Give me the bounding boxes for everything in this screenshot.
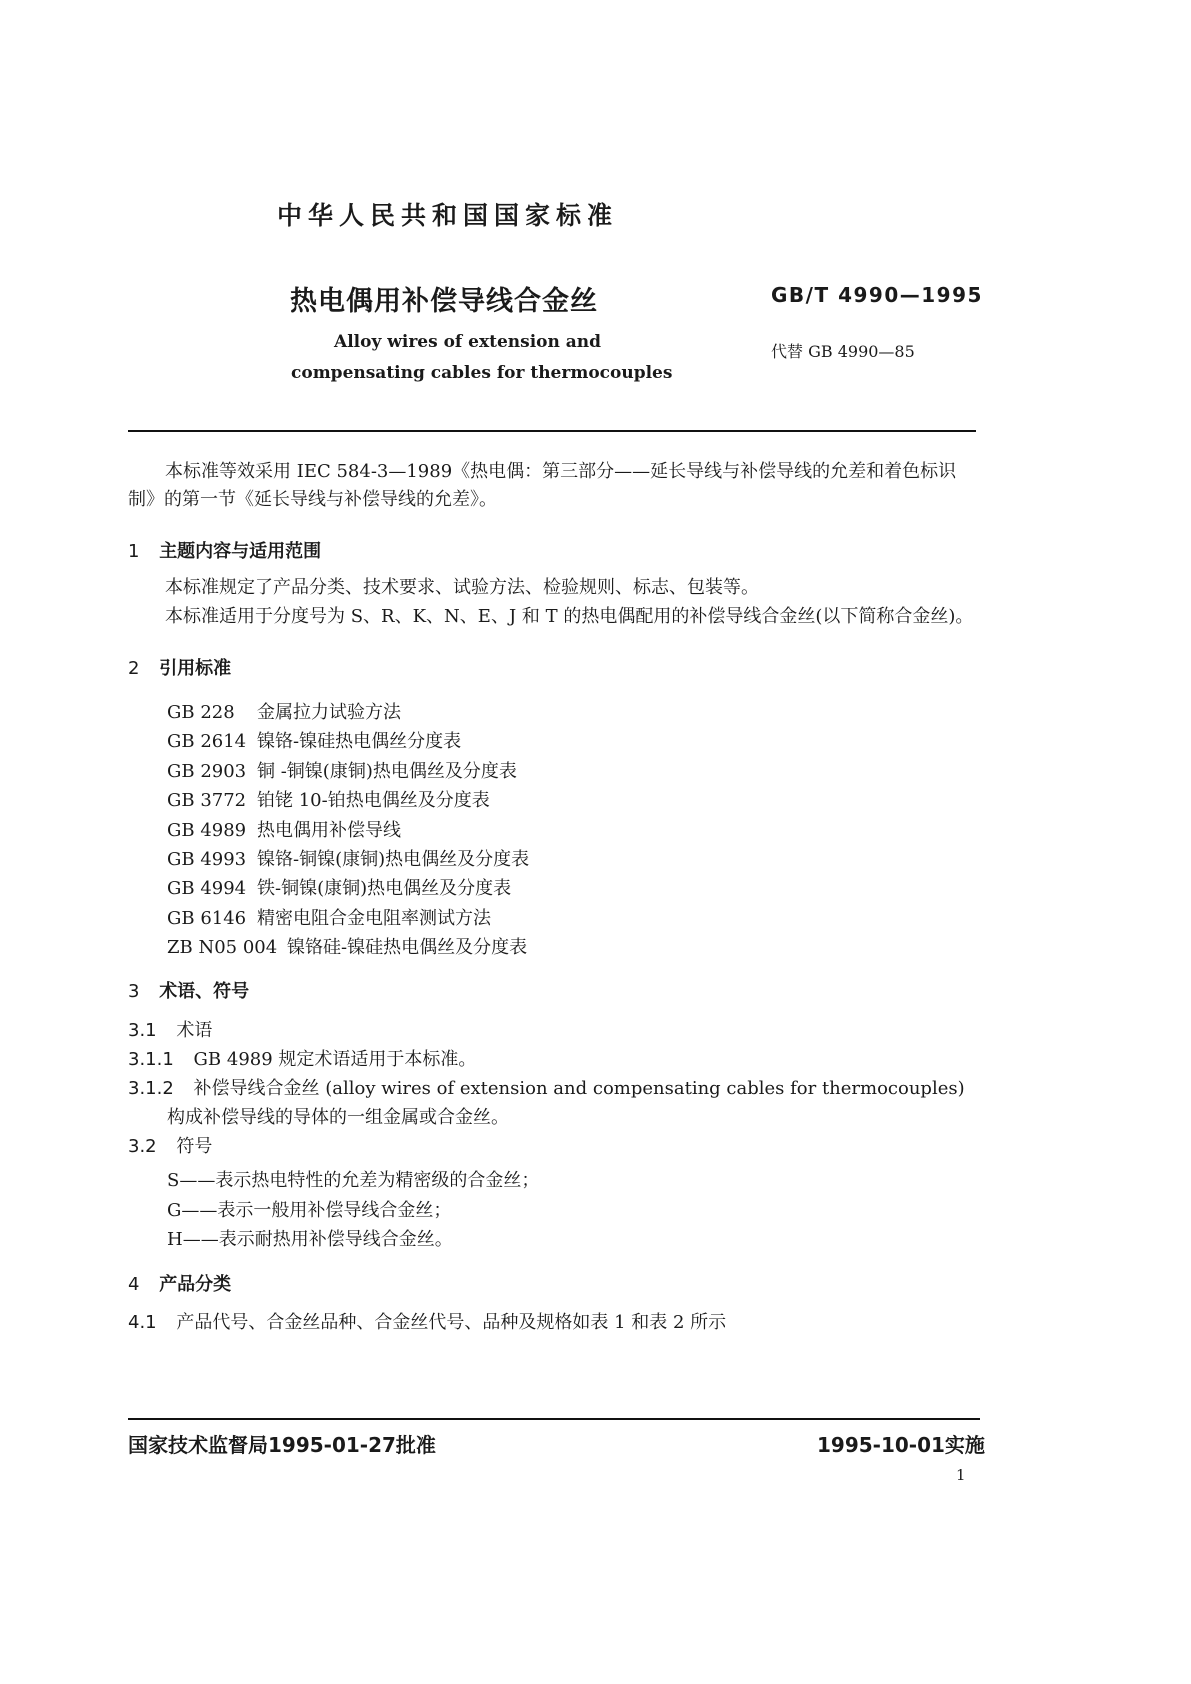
- subsection-number: 3.1: [128, 1020, 157, 1041]
- subsection-3-1-2: [128, 1079, 965, 1099]
- symbol-item: S——表示热电特性的允差为精密级的合金丝；: [167, 1170, 540, 1191]
- document-title-en-line1: Alloy wires of extension and: [334, 332, 602, 352]
- section-1-heading: [128, 537, 321, 563]
- term-definition: 构成补偿导线的导体的一组金属或合金丝。: [167, 1107, 509, 1128]
- symbol-item: G——表示一般用补偿导线合金丝；: [167, 1199, 452, 1221]
- symbol-list: [167, 1166, 539, 1255]
- subsection-text: GB 4989 规定术语适用于本标准。: [193, 1049, 477, 1070]
- symbol-item: H——表示耐热用补偿导线合金丝。: [167, 1229, 453, 1250]
- reference-list: [167, 698, 529, 963]
- section-number: 3: [128, 981, 140, 1002]
- section-number: 1: [128, 541, 140, 562]
- intro-paragraph-line2: 制》的第一节《延长导线与补偿导线的允差》。: [128, 489, 497, 510]
- approval-line: 国家技术监督局1995-01-27批准: [128, 1433, 436, 1457]
- subsection-number: 3.1.1: [128, 1049, 174, 1070]
- subsection-4-1: [128, 1313, 726, 1333]
- reference-item: GB 4989 热电偶用补偿导线: [167, 819, 401, 841]
- subsection-3-2: [128, 1137, 212, 1157]
- reference-item: GB 6146 精密电阻合金电阻率测试方法: [167, 907, 491, 929]
- header-divider: [128, 430, 976, 432]
- section-title: 主题内容与适用范围: [159, 541, 322, 562]
- section-4-heading: [128, 1270, 231, 1296]
- subsection-3-1: [128, 1021, 212, 1041]
- section-1-paragraph-2: 本标准适用于分度号为 S、R、K、N、E、J 和 T 的热电偶配用的补偿导线合金丝(以下简称合金丝)。: [165, 606, 974, 627]
- document-title-cn: 热电偶用补偿导线合金丝: [290, 286, 598, 317]
- reference-item: GB 228 金属拉力试验方法: [167, 702, 401, 723]
- page-number: 1: [956, 1466, 966, 1484]
- subsection-3-1-1: [128, 1050, 476, 1070]
- subsection-number: 4.1: [128, 1312, 157, 1333]
- section-title: 术语、符号: [159, 981, 250, 1002]
- reference-item: ZB N05 004 镍铬硅-镍硅热电偶丝及分度表: [167, 937, 528, 959]
- section-3-heading: [128, 977, 249, 1003]
- reference-item: GB 4993 镍铬-铜镍(康铜)热电偶丝及分度表: [167, 849, 530, 871]
- standard-number: GB/T 4990—1995: [771, 283, 983, 307]
- subsection-text: 补偿导线合金丝 (alloy wires of extension and compensating cables for thermocouples): [193, 1078, 965, 1099]
- section-1-paragraph-1: 本标准规定了产品分类、技术要求、试验方法、检验规则、标志、包装等。: [165, 577, 759, 598]
- reference-item: GB 2614 镍铬-镍硅热电偶丝分度表: [167, 731, 462, 753]
- subsection-title: 符号: [176, 1136, 213, 1157]
- section-title: 引用标准: [159, 658, 232, 679]
- reference-item: GB 3772 铂铑 10-铂热电偶丝及分度表: [167, 790, 490, 812]
- subsection-text: 产品代号、合金丝品种、合金丝代号、品种及规格如表 1 和表 2 所示: [176, 1312, 727, 1333]
- effective-date: 1995-10-01实施: [817, 1433, 985, 1457]
- subsection-title: 术语: [176, 1020, 213, 1041]
- section-2-heading: [128, 654, 231, 680]
- reference-item: GB 2903 铜 -铜镍(康铜)热电偶丝及分度表: [167, 760, 517, 782]
- document-title-en-line2: compensating cables for thermocouples: [291, 363, 673, 383]
- national-standard-heading: 中华人民共和国国家标准: [277, 201, 619, 230]
- footer-divider: [128, 1418, 980, 1420]
- reference-item: GB 4994 铁-铜镍(康铜)热电偶丝及分度表: [167, 878, 512, 900]
- replaces-standard: 代替 GB 4990—85: [771, 342, 915, 361]
- subsection-number: 3.2: [128, 1136, 157, 1157]
- section-number: 4: [128, 1274, 140, 1295]
- intro-paragraph-line1: 本标准等效采用 IEC 584-3—1989《热电偶：第三部分——延长导线与补偿导线的允差和着色标识: [165, 461, 957, 482]
- section-title: 产品分类: [159, 1274, 232, 1295]
- section-number: 2: [128, 658, 140, 679]
- subsection-number: 3.1.2: [128, 1078, 174, 1099]
